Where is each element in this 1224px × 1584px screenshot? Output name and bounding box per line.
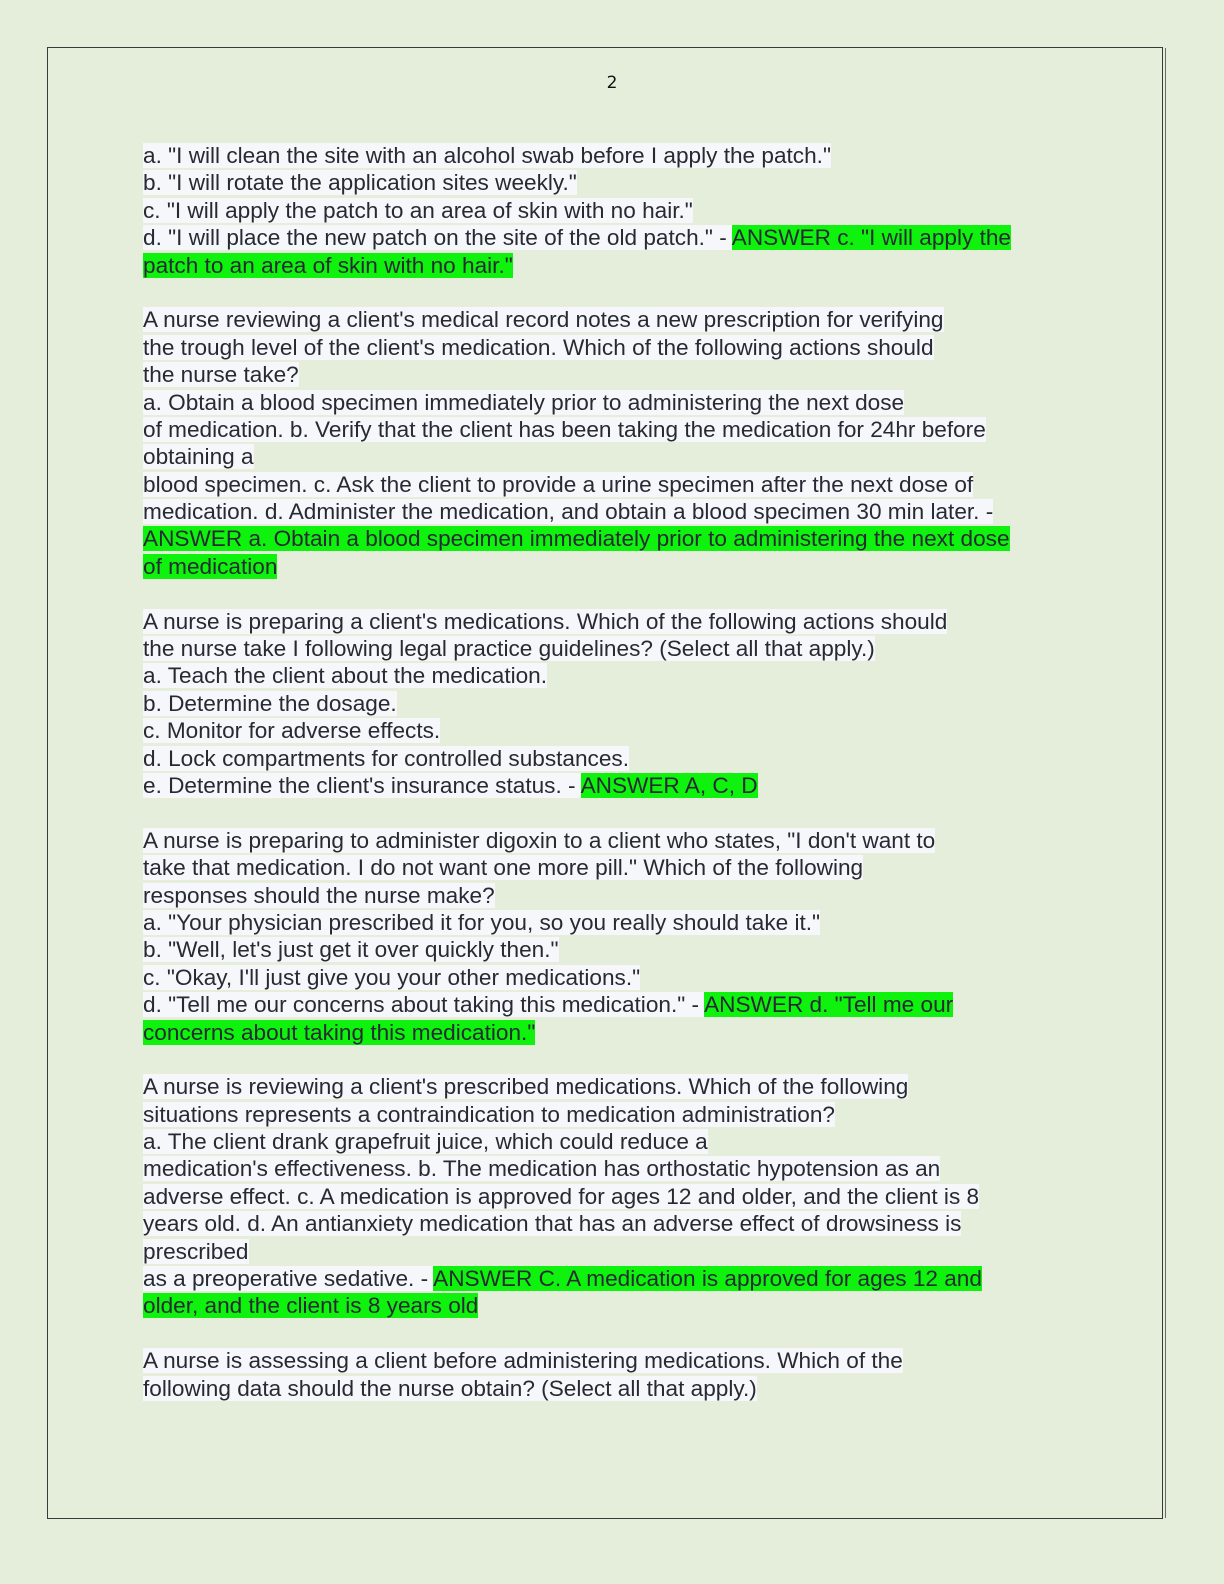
text-line: responses should the nurse make? <box>143 882 495 908</box>
text-line: the nurse take I following legal practice guidelines? (Select all that apply.) <box>143 636 875 662</box>
text-line <box>143 1292 1073 1319</box>
text-line: A nurse is preparing to administer digoxin to a client who states, "I don't want to <box>143 827 936 853</box>
answer-highlight: concerns about taking this medication." <box>143 1019 536 1045</box>
answer-highlight: ANSWER d. "Tell me our <box>704 992 954 1018</box>
text-line: obtaining a <box>143 444 254 470</box>
text-line: A nurse is assessing a client before administering medications. Which of the <box>143 1348 903 1374</box>
text-line: d. Lock compartments for controlled substances. <box>143 745 629 771</box>
question-block <box>143 306 1073 580</box>
answer-highlight: ANSWER A, C, D <box>580 772 758 798</box>
text-line: A nurse is preparing a client's medications. Which of the following actions should <box>143 608 948 634</box>
text-line: prescribed <box>143 1238 249 1264</box>
answer-highlight: older, and the client is 8 years old <box>143 1293 479 1319</box>
text-line: b. "I will rotate the application sites weekly." <box>143 170 577 196</box>
text-line: b. "Well, let's just get it over quickly then." <box>143 937 559 963</box>
answer-highlight: ANSWER C. A medication is approved for ages 12 and <box>433 1266 982 1292</box>
question-block <box>143 608 1073 800</box>
question-block <box>143 827 1073 1046</box>
text-line: of medication. b. Verify that the client has been taking the medication for 24hr before <box>143 416 986 442</box>
document-body <box>143 142 1073 1402</box>
text-line: e. Determine the client's insurance status. - ANSWER A, C, D <box>143 772 758 798</box>
text-line: medication's effectiveness. b. The medication has orthostatic hypotension as an <box>143 1156 941 1182</box>
text-line: following data should the nurse obtain? (Select all that apply.) <box>143 1375 757 1401</box>
text-line: the nurse take? <box>143 362 299 388</box>
text-line: blood specimen. c. Ask the client to provide a urine specimen after the next dose of <box>143 471 974 497</box>
text-line <box>143 1019 1073 1046</box>
text-line: medication. d. Administer the medication, and obtain a blood specimen 30 min later. - <box>143 499 994 525</box>
text-line: the trough level of the client's medication. Which of the following actions should <box>143 334 934 360</box>
text-line: a. "I will clean the site with an alcohol swab before I apply the patch." <box>143 143 831 168</box>
text-line: adverse effect. c. A medication is approved for ages 12 and older, and the client is 8 <box>143 1183 980 1209</box>
text-line: d. "I will place the new patch on the site of the old patch." - ANSWER c. "I will apply the <box>143 225 1011 251</box>
text-line: a. The client drank grapefruit juice, which could reduce a <box>143 1129 708 1155</box>
text-line <box>143 525 1073 552</box>
text-line: a. Teach the client about the medication. <box>143 663 548 689</box>
text-line: a. "Your physician prescribed it for you, so you really should take it." <box>143 909 821 935</box>
text-line: as a preoperative sedative. - ANSWER C. A medication is approved for ages 12 and <box>143 1266 982 1292</box>
text-line <box>143 553 1073 580</box>
answer-highlight: ANSWER a. Obtain a blood specimen immediately prior to administering the next dose <box>143 526 1010 552</box>
text-line: d. "Tell me our concerns about taking this medication." - ANSWER d. "Tell me our <box>143 992 954 1018</box>
text-line: c. "I will apply the patch to an area of skin with no hair." <box>143 197 693 223</box>
text-line <box>143 252 1073 279</box>
question-block <box>143 1347 1073 1402</box>
text-line: A nurse reviewing a client's medical record notes a new prescription for verifying <box>143 307 944 333</box>
text-line: c. Monitor for adverse effects. <box>143 718 441 744</box>
question-block <box>143 1073 1073 1320</box>
question-block <box>143 142 1073 279</box>
answer-highlight: patch to an area of skin with no hair." <box>143 252 513 278</box>
text-line: years old. d. An antianxiety medication that has an adverse effect of drowsiness is <box>143 1211 962 1237</box>
page-number: 2 <box>606 73 618 93</box>
answer-highlight: of medication <box>143 553 278 579</box>
text-line: situations represents a contraindication to medication administration? <box>143 1101 835 1127</box>
text-line: take that medication. I do not want one more pill." Which of the following <box>143 855 864 881</box>
text-line: b. Determine the dosage. <box>143 690 397 716</box>
answer-highlight: ANSWER c. "I will apply the <box>731 225 1011 251</box>
text-line: a. Obtain a blood specimen immediately prior to administering the next dose <box>143 389 905 415</box>
text-line: c. "Okay, I'll just give you your other medications." <box>143 964 641 990</box>
text-line: A nurse is reviewing a client's prescribed medications. Which of the following <box>143 1074 909 1100</box>
